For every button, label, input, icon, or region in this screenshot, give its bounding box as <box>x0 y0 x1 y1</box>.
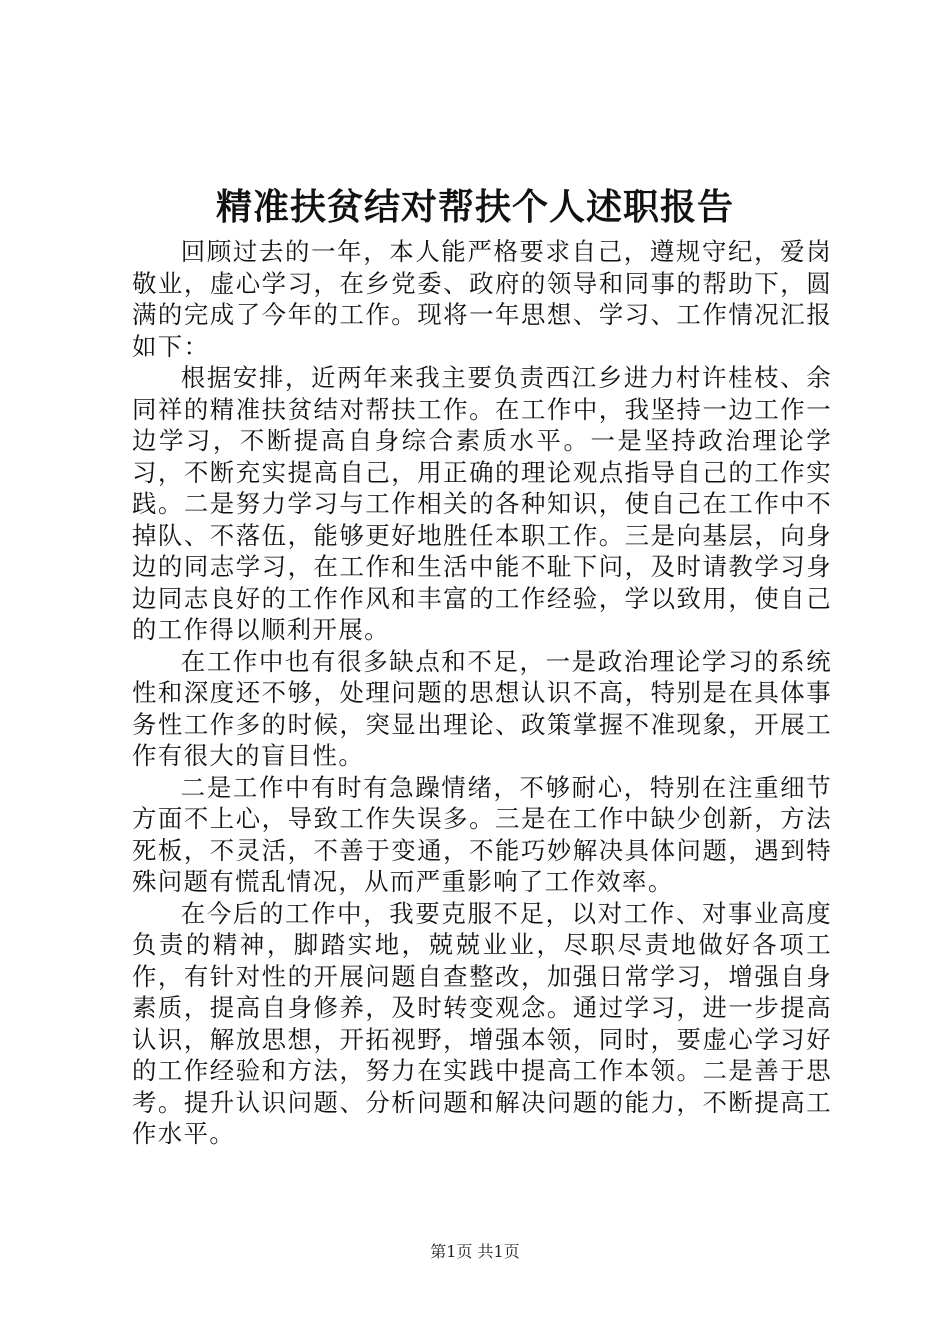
paragraph-shortcomings: 在工作中也有很多缺点和不足，一是政治理论学习的系统性和深度还不够，处理问题的思想认识不高，特别是在具体事务性工作多的时候，突显出理论、政策掌握不准现象，开展工作有很大的盲目性。 <box>132 646 832 770</box>
document-title: 精准扶贫结对帮扶个人述职报告 <box>215 187 734 228</box>
paragraph-future-plans: 在今后的工作中，我要克服不足，以对工作、对事业高度负责的精神，脚踏实地，兢兢业业，尽职尽责地做好各项工作，有针对性的开展问题自查整改，加强日常学习，增强自身素质，提高自身修养，及时转变观念。通过学习，进一步提高认识，解放思想，开拓视野，增强本领，同时，要虚心学习好的工作经验和方法，努力在实践中提高工作本领。二是善于思考。提升认识问题、分析问题和解决问题的能力，不断提高工作水平。 <box>132 898 832 1148</box>
paragraph-work-study: 根据安排，近两年来我主要负责西江乡进力村许桂枝、余同祥的精准扶贫结对帮扶工作。在工作中，我坚持一边工作一边学习，不断提高自身综合素质水平。一是坚持政治理论学习，不断充实提高自己，用正确的理论观点指导自己的工作实践。二是努力学习与工作相关的各种知识，使自己在工作中不掉队、不落伍，能够更好地胜任本职工作。三是向基层，向身边的同志学习，在工作和生活中能不耻下问，及时请教学习身边同志良好的工作作风和丰富的工作经验，学以致用，使自己的工作得以顺利开展。 <box>132 363 832 644</box>
page-footer: 第1页 共1页 <box>430 1242 520 1261</box>
document-body <box>132 236 832 1150</box>
paragraph-shortcomings-two: 二是工作中有时有急躁情绪，不够耐心，特别在注重细节方面不上心，导致工作失误多。三是在工作中缺少创新，方法死板，不灵活，不善于变通，不能巧妙解决具体问题，遇到特殊问题有慌乱情况，从而严重影响了工作效率。 <box>132 772 832 896</box>
paragraph-intro: 回顾过去的一年，本人能严格要求自己，遵规守纪，爱岗敬业，虚心学习，在乡党委、政府的领导和同事的帮助下，圆满的完成了今年的工作。现将一年思想、学习、工作情况汇报如下： <box>132 237 832 361</box>
